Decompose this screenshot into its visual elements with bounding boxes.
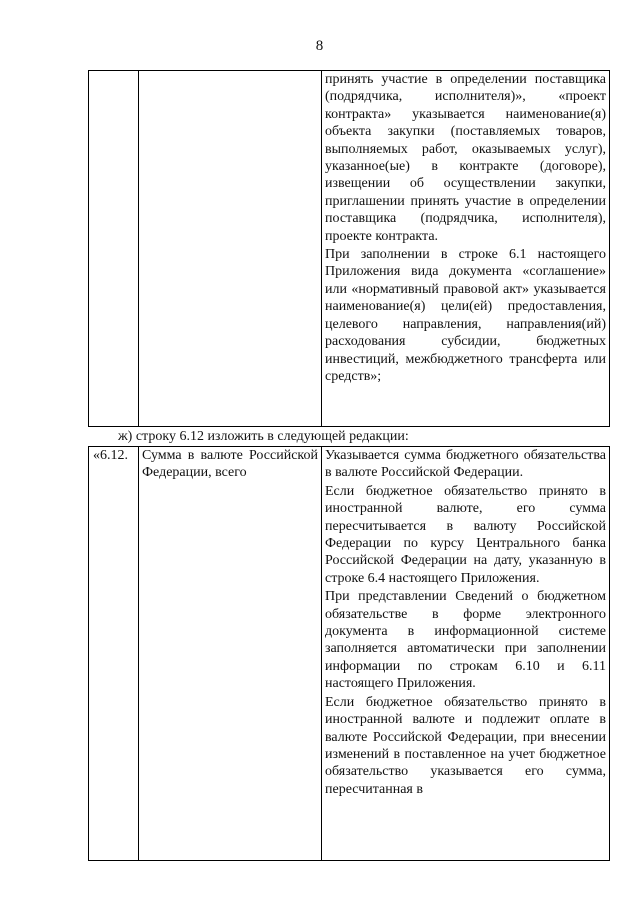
description-paragraph: При заполнении в строке 6.1 настоящего Приложения вида документа «соглашение» или «нормативный правовой акт» указывается наименование(я) цели(ей) предоставления, целевого направления, направления(ий) расходования субсидии, бюджетных инвестиций, межбюджетного трансферта или средств»;	[325, 247, 606, 384]
table-row	[89, 447, 610, 861]
continued-table	[88, 70, 610, 427]
description-paragraph: Если бюджетное обязательство принято в иностранной валюте, его сумма пересчитывается в валюту Российской Федерации по курсу Центрального банка Российской Федерации на дату, указанную в строке 6.4 настоящего Приложения.	[325, 483, 606, 586]
amendment-instruction: ж) строку 6.12 изложить в следующей редакции:	[118, 429, 409, 444]
new-row-table	[88, 446, 610, 861]
row-name-cell	[139, 71, 322, 427]
description-paragraph: Если бюджетное обязательство принято в иностранной валюте и подлежит оплате в валюте Российской Федерации, при внесении изменений в поставленное на учет бюджетное обязательство указывается его сумма, пересчитанная в	[325, 694, 606, 797]
page-number: 8	[315, 38, 324, 54]
row-code-cell	[89, 71, 139, 427]
row-name-cell: Сумма в валюте Российской Федерации, всего	[139, 447, 322, 861]
row-description-cell	[322, 447, 610, 861]
description-paragraph: Указывается сумма бюджетного обязательства в валюте Российской Федерации.	[325, 448, 606, 481]
description-paragraph: принять участие в определении поставщика (подрядчика, исполнителя)», «проект контракта» указывается наименование(я) объекта закупки (поставляемых товаров, выполняемых работ, оказываемых услуг), указанное(ые) в контракте (договоре), извещении об осуществлении закупки, приглашении принять участие в определении поставщика (подрядчика, исполнителя), проекте контракта.	[325, 72, 606, 244]
description-paragraph: При представлении Сведений о бюджетном обязательстве в форме электронного документа в информационной системе заполняется автоматически при заполнении информации по строкам 6.10 и 6.11 настоящего Приложения.	[325, 589, 606, 692]
row-description-cell	[322, 71, 610, 427]
table-row	[89, 71, 610, 427]
row-code-cell: «6.12.	[89, 447, 139, 861]
